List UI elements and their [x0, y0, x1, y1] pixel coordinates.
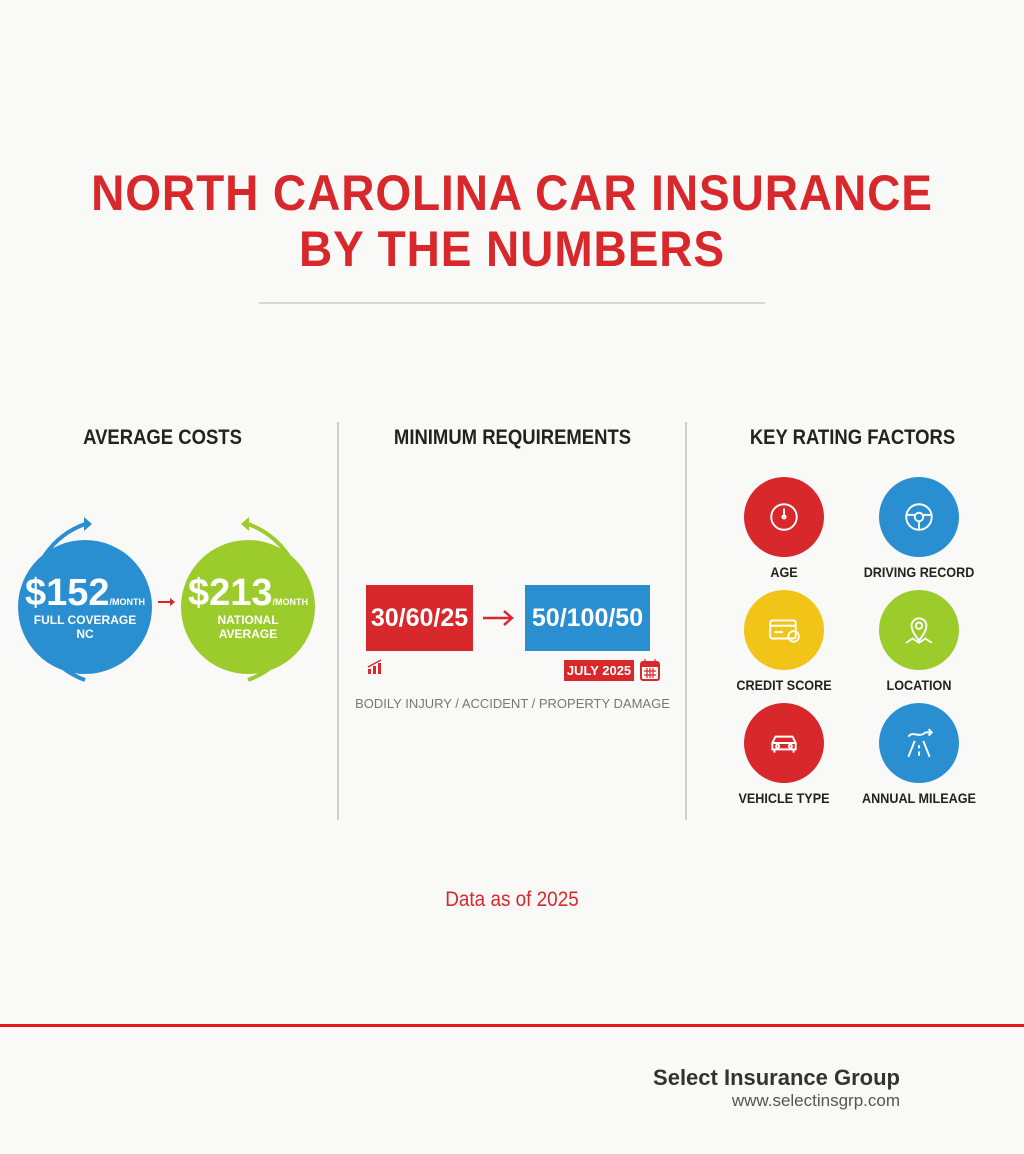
- map-pin-icon: [902, 613, 936, 647]
- factor-label: VEHICLE TYPE: [738, 790, 830, 806]
- factor-label: AGE: [770, 564, 798, 580]
- national-cost-circle: $213/MONTH NATIONAL AVERAGE: [181, 540, 315, 674]
- key-rating-factors-heading: KEY RATING FACTORS: [749, 426, 956, 449]
- average-costs-heading: AVERAGE COSTS: [83, 426, 242, 449]
- effective-date-badge: JULY 2025: [564, 660, 634, 681]
- title-divider: [259, 302, 765, 304]
- nc-cost-circle: $152/MONTH FULL COVERAGE NC: [18, 540, 152, 674]
- factor-label: DRIVING RECORD: [863, 564, 975, 580]
- data-date-note: Data as of 2025: [445, 888, 579, 911]
- factor-vehicle-type-badge: [744, 703, 824, 783]
- factor-location-badge: [879, 590, 959, 670]
- factor-annual-mileage-badge: [879, 703, 959, 783]
- credit-card-icon: [767, 613, 801, 647]
- company-name: Select Insurance Group: [653, 1065, 900, 1090]
- factor-label: ANNUAL MILEAGE: [862, 790, 976, 806]
- page-title: NORTH CAROLINA CAR INSURANCE BY THE NUMBERS: [91, 165, 933, 277]
- new-minimum-box: 50/100/50: [525, 585, 650, 651]
- car-icon: [767, 726, 801, 760]
- bar-chart-icon: [367, 658, 385, 676]
- steering-wheel-icon: [902, 500, 936, 534]
- arrow-right-icon: [482, 610, 516, 626]
- road-icon: [902, 726, 936, 760]
- factor-credit-score-badge: [744, 590, 824, 670]
- factor-label: CREDIT SCORE: [736, 677, 832, 693]
- company-url[interactable]: www.selectinsgrp.com: [731, 1091, 900, 1110]
- factor-age-badge: [744, 477, 824, 557]
- coverage-caption: BODILY INJURY / ACCIDENT / PROPERTY DAMAGE: [355, 696, 670, 711]
- clock-icon: [767, 500, 801, 534]
- calendar-icon: [639, 658, 661, 682]
- old-minimum-box: 30/60/25: [366, 585, 473, 651]
- column-divider: [685, 422, 687, 820]
- footer-divider: [0, 1024, 1024, 1027]
- factor-driving-record-badge: [879, 477, 959, 557]
- minimum-requirements-heading: MINIMUM REQUIREMENTS: [393, 426, 632, 449]
- factor-label: LOCATION: [886, 677, 952, 693]
